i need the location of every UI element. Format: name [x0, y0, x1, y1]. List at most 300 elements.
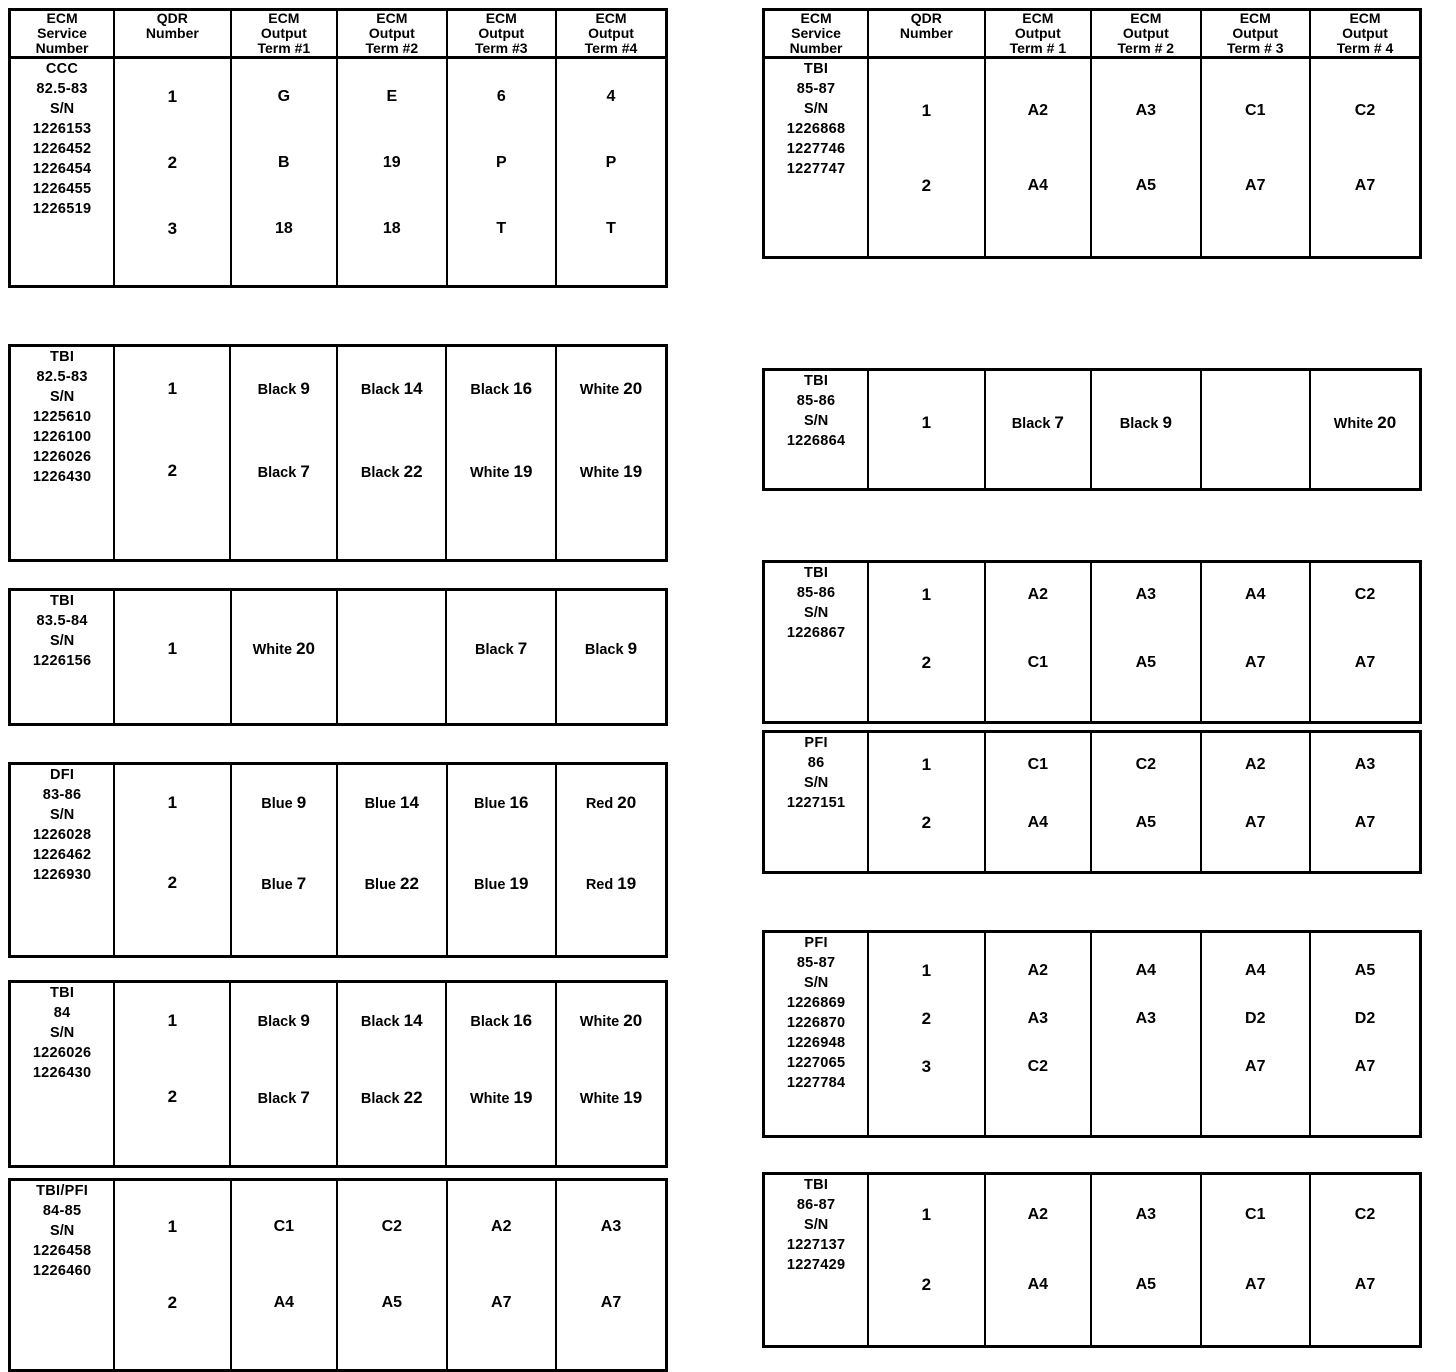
ecm-output-term-1-cell: [231, 1180, 337, 1371]
column-header: [10, 10, 115, 58]
terminal-value: A4: [273, 1294, 295, 1311]
serial-number-label: S/N: [50, 807, 75, 823]
ecm-service-number-cell: [10, 764, 115, 957]
column-header-line: Number: [145, 25, 199, 41]
terminal-value: Red 20: [585, 793, 637, 812]
column-header-line: Service: [37, 25, 87, 41]
ecm-output-term-4-cell: [1310, 932, 1420, 1137]
ecm-table-tbi-pfi-84-85: [8, 1178, 668, 1372]
terminal-value: Blue 19: [474, 874, 529, 893]
terminal-value: C1: [1027, 654, 1049, 671]
qdr-number: 1: [921, 413, 932, 432]
terminal-value: D2: [1354, 1010, 1376, 1027]
column-header: [1201, 10, 1310, 58]
ecm-output-term-2-cell: [337, 58, 446, 287]
ecm-output-term-1-cell: [231, 590, 338, 725]
service-type: TBI: [49, 349, 75, 365]
ecm-output-term-3-cell: [446, 346, 556, 561]
ecm-output-term-4-cell: [1310, 562, 1420, 723]
qdr-number-cell: [114, 346, 230, 561]
service-type: CCC: [45, 61, 79, 77]
serial-number: 1226460: [32, 1263, 92, 1279]
ecm-table-tbi-85-86-b: [762, 560, 1422, 724]
qdr-number: 2: [921, 1275, 932, 1294]
serial-number: 1226948: [786, 1035, 846, 1051]
serial-number: 1227746: [786, 141, 846, 157]
serial-number: 1227151: [786, 795, 846, 811]
table-row: [764, 370, 1421, 490]
terminal-value: Black 7: [1011, 413, 1064, 432]
terminal-value: A3: [1135, 1010, 1157, 1027]
table-row: [764, 58, 1421, 258]
terminal-value: White 19: [469, 462, 533, 481]
qdr-number-cell: [114, 764, 230, 957]
terminal-value: A3: [1135, 586, 1157, 603]
ecm-output-term-1-cell: [985, 932, 1091, 1137]
qdr-number: 3: [167, 219, 178, 238]
ecm-table: [762, 930, 1422, 1138]
qdr-number: 1: [167, 639, 178, 658]
terminal-value: C2: [1027, 1058, 1049, 1075]
service-years: 84: [53, 1005, 71, 1021]
column-header-line: Term # 1: [1009, 40, 1067, 56]
ecm-output-term-2-cell: [1091, 370, 1201, 490]
column-header-line: Output: [1014, 25, 1061, 41]
column-header-line: Output: [368, 25, 415, 41]
terminal-value: [338, 639, 445, 658]
serial-number: 1227137: [786, 1237, 846, 1253]
terminal-value: G: [277, 88, 291, 105]
column-header-line: ECM: [800, 10, 832, 26]
ecm-output-term-1-cell: [985, 732, 1091, 873]
terminal-value: A7: [491, 1294, 512, 1311]
qdr-number-cell: [114, 58, 230, 287]
qdr-number: 1: [167, 793, 178, 812]
column-header-line: Number: [789, 40, 843, 56]
ecm-output-term-4-cell: [1310, 732, 1420, 873]
qdr-number: 1: [921, 101, 932, 120]
column-header-line: Service: [791, 25, 841, 41]
ecm-output-term-3-cell: [1201, 732, 1310, 873]
terminal-value: Blue 14: [364, 793, 419, 812]
terminal-value: A2: [1027, 1206, 1049, 1223]
terminal-value: A2: [1027, 586, 1049, 603]
column-header-line: ECM: [1022, 10, 1054, 26]
terminal-value: Black 9: [257, 379, 310, 398]
serial-number-label: S/N: [50, 1223, 75, 1239]
serial-number: 1226452: [32, 141, 92, 157]
ecm-service-number-cell: [764, 732, 869, 873]
service-type: TBI/PFI: [36, 1183, 89, 1199]
terminal-value: Black 16: [470, 1011, 533, 1030]
serial-number: 1227784: [786, 1075, 846, 1091]
service-years: 83.5-84: [36, 613, 88, 629]
serial-number: 1226100: [32, 429, 92, 445]
ecm-output-term-1-cell: [985, 562, 1091, 723]
ecm-output-term-3-cell: [1201, 1174, 1310, 1347]
serial-number: 1226868: [786, 121, 846, 137]
column-header-line: Term #3: [474, 40, 528, 56]
qdr-number: 2: [921, 653, 932, 672]
terminal-value: A7: [1354, 177, 1376, 194]
qdr-number: 2: [167, 461, 178, 480]
terminal-value: Red 19: [585, 874, 637, 893]
terminal-value: White 20: [252, 639, 315, 658]
terminal-value: A7: [1245, 814, 1266, 831]
serial-number: 1226028: [32, 827, 92, 843]
serial-number: 1227747: [786, 161, 846, 177]
column-header-line: QDR: [156, 10, 188, 26]
serial-number: 1226430: [32, 469, 92, 485]
serial-number-label: S/N: [803, 101, 829, 117]
terminal-value: C2: [1354, 102, 1376, 119]
terminal-value: A5: [1135, 654, 1157, 671]
service-type: TBI: [803, 373, 829, 389]
terminal-value: A4: [1027, 814, 1049, 831]
terminal-value: Black 22: [360, 462, 423, 481]
ecm-output-term-3-cell: [446, 982, 556, 1167]
ecm-table: [762, 1172, 1422, 1348]
qdr-number: 1: [921, 585, 932, 604]
ecm-output-term-2-cell: [337, 764, 446, 957]
column-header-line: Term # 3: [1227, 40, 1284, 56]
table-header-row: [10, 10, 667, 58]
serial-number-label: S/N: [50, 633, 75, 649]
column-header: [447, 10, 556, 58]
ecm-output-term-4-cell: [556, 590, 667, 725]
terminal-value: A5: [381, 1294, 403, 1311]
terminal-value: A7: [1354, 1276, 1376, 1293]
serial-number: 1226462: [32, 847, 92, 863]
qdr-number: 1: [167, 379, 178, 398]
ecm-service-number-cell: [10, 346, 115, 561]
terminal-value: Black 14: [360, 379, 423, 398]
terminal-value: A2: [1027, 962, 1049, 979]
column-header-line: ECM: [595, 10, 627, 26]
ecm-output-term-3-cell: [1201, 370, 1310, 490]
column-header-line: ECM: [485, 10, 517, 26]
ecm-output-term-4-cell: [556, 346, 667, 561]
table-header-row: [764, 10, 1421, 58]
column-header: [114, 10, 230, 58]
qdr-number: 2: [167, 153, 178, 172]
column-header-line: ECM: [376, 10, 408, 26]
ecm-output-term-3-cell: [447, 1180, 556, 1371]
ecm-table-tbi-85-86-a: [762, 368, 1422, 491]
ecm-output-term-1-cell: [985, 58, 1091, 258]
ecm-service-number-cell: [764, 58, 869, 258]
ecm-table: [8, 1178, 668, 1372]
serial-number-label: S/N: [804, 605, 829, 621]
ecm-table: [8, 344, 668, 562]
column-header-line: ECM: [1130, 10, 1162, 26]
ecm-service-number-cell: [10, 982, 115, 1167]
ecm-table-ccc-82-5-83: [8, 8, 668, 288]
column-header-line: Output: [1342, 25, 1388, 41]
ecm-service-number-cell: [10, 1180, 115, 1371]
terminal-value: White 20: [1333, 413, 1397, 432]
serial-number-label: S/N: [804, 775, 829, 791]
ecm-output-term-2-cell: [1091, 562, 1200, 723]
terminal-value: Black 9: [584, 639, 638, 658]
table-row: [10, 346, 667, 561]
terminal-value: A2: [1027, 102, 1049, 119]
serial-number: 1226156: [32, 653, 92, 669]
terminal-value: C2: [1354, 586, 1376, 603]
qdr-number-cell: [868, 932, 984, 1137]
ecm-output-term-4-cell: [556, 58, 666, 287]
column-header: [868, 10, 984, 58]
terminal-value: P: [605, 154, 617, 171]
ecm-service-number-cell: [764, 370, 869, 490]
service-years: 86-87: [796, 1197, 836, 1213]
terminal-value: A4: [1027, 1276, 1049, 1293]
terminal-value: Blue 9: [261, 793, 307, 812]
serial-number: 1226026: [32, 449, 92, 465]
terminal-value: A3: [600, 1218, 622, 1235]
column-header-line: Term # 4: [1336, 40, 1394, 56]
ecm-table-tbi-86-87: [762, 1172, 1422, 1348]
ecm-output-term-1-cell: [231, 764, 338, 957]
qdr-number-cell: [868, 562, 984, 723]
terminal-value: A2: [1245, 756, 1266, 773]
column-header-line: ECM: [1239, 10, 1271, 26]
serial-number: 1226867: [786, 625, 846, 641]
ecm-output-term-2-cell: [337, 1180, 446, 1371]
ecm-output-term-1-cell: [985, 1174, 1091, 1347]
ecm-service-number-cell: [764, 1174, 869, 1347]
ecm-table-tbi-84: [8, 980, 668, 1168]
qdr-number: 1: [921, 755, 932, 774]
ecm-table: [8, 8, 668, 288]
service-years: 85-87: [796, 81, 836, 97]
ecm-output-term-3-cell: [1201, 932, 1310, 1137]
qdr-number: 2: [167, 873, 178, 892]
serial-number: 1226864: [786, 433, 846, 449]
serial-number-label: S/N: [804, 975, 829, 991]
ecm-output-term-4-cell: [556, 764, 667, 957]
serial-number: 1226454: [32, 161, 92, 177]
ecm-output-term-3-cell: [447, 764, 556, 957]
terminal-value: A7: [1354, 814, 1376, 831]
qdr-number-cell: [868, 1174, 984, 1347]
terminal-value: T: [606, 220, 616, 237]
table-row: [10, 982, 667, 1167]
terminal-value: C1: [1245, 1206, 1266, 1223]
service-years: 85-86: [796, 585, 836, 601]
column-header-line: Output: [588, 25, 634, 41]
terminal-value: 18: [274, 220, 293, 237]
serial-number: 1226026: [32, 1045, 92, 1061]
qdr-number: 1: [167, 87, 178, 106]
terminal-value: Black 9: [1119, 413, 1172, 432]
terminal-value: White 20: [579, 1011, 643, 1030]
ecm-table-dfi-83-86: [8, 762, 668, 958]
table-row: [10, 58, 667, 287]
column-header-line: ECM: [1349, 10, 1381, 26]
terminal-value: E: [386, 88, 398, 105]
terminal-value: 19: [382, 154, 401, 171]
terminal-value: Blue 16: [474, 793, 529, 812]
ecm-service-number-cell: [10, 590, 115, 725]
serial-number: 1226519: [32, 201, 92, 217]
terminal-value: White 19: [579, 462, 643, 481]
qdr-number: 1: [921, 1205, 932, 1224]
column-header: [337, 10, 446, 58]
ecm-output-term-1-cell: [230, 982, 337, 1167]
service-type: TBI: [49, 985, 75, 1001]
terminal-value: C2: [381, 1218, 403, 1235]
ecm-output-term-2-cell: [337, 982, 447, 1167]
serial-number: 1226458: [32, 1243, 92, 1259]
qdr-number: 1: [921, 961, 932, 980]
column-header-line: Output: [260, 25, 307, 41]
qdr-number: 2: [921, 813, 932, 832]
column-header: [1310, 10, 1420, 58]
terminal-value: 18: [382, 220, 401, 237]
ecm-output-term-3-cell: [1201, 58, 1310, 258]
serial-number-label: S/N: [49, 101, 75, 117]
serial-number: 1225610: [32, 409, 92, 425]
terminal-value: C2: [1354, 1206, 1376, 1223]
serial-number-label: S/N: [50, 1025, 75, 1041]
terminal-value: A4: [1245, 962, 1266, 979]
terminal-value: Black 14: [360, 1011, 423, 1030]
terminal-value: [1202, 413, 1309, 432]
qdr-number-cell: [114, 590, 230, 725]
ecm-output-term-2-cell: [337, 346, 447, 561]
service-years: 83-86: [42, 787, 82, 803]
table-row: [764, 732, 1421, 873]
service-years: 84-85: [42, 1203, 82, 1219]
serial-number-label: S/N: [804, 413, 829, 429]
terminal-value: [1092, 1057, 1199, 1076]
ecm-service-number-cell: [764, 562, 869, 723]
terminal-value: C2: [1135, 756, 1157, 773]
terminal-value: A7: [1245, 177, 1266, 194]
terminal-value: A7: [1245, 1276, 1266, 1293]
ecm-table-tbi-82-5-83: [8, 344, 668, 562]
ecm-output-term-2-cell: [1091, 1174, 1200, 1347]
ecm-table: [8, 762, 668, 958]
terminal-value: White 19: [579, 1088, 643, 1107]
service-type: TBI: [49, 593, 75, 609]
ecm-table: [8, 588, 668, 726]
service-type: TBI: [803, 1177, 829, 1193]
serial-number: 1227429: [786, 1257, 846, 1273]
column-header-line: QDR: [910, 10, 942, 26]
column-header: [1091, 10, 1200, 58]
serial-number-label: S/N: [50, 389, 75, 405]
terminal-value: A3: [1135, 102, 1157, 119]
qdr-number: 3: [921, 1057, 932, 1076]
terminal-value: Black 7: [475, 639, 528, 658]
table-row: [764, 562, 1421, 723]
ecm-output-term-1-cell: [230, 346, 337, 561]
column-header-line: Term #1: [257, 40, 311, 56]
terminal-value: Black 9: [257, 1011, 310, 1030]
terminal-value: A7: [600, 1294, 622, 1311]
ecm-output-term-4-cell: [1310, 370, 1421, 490]
ecm-output-term-4-cell: [556, 982, 667, 1167]
terminal-value: C1: [1027, 756, 1049, 773]
serial-number: 1227065: [786, 1055, 846, 1071]
ecm-service-number-cell: [764, 932, 869, 1137]
service-years: 82.5-83: [36, 369, 88, 385]
terminal-value: Black 22: [360, 1088, 423, 1107]
ecm-output-term-3-cell: [1201, 562, 1310, 723]
ecm-service-number-cell: [10, 58, 115, 287]
column-header: [764, 10, 869, 58]
terminal-value: T: [496, 220, 507, 237]
terminal-value: Black 16: [470, 379, 533, 398]
column-header-line: Term # 2: [1117, 40, 1175, 56]
qdr-number-cell: [114, 1180, 230, 1371]
terminal-value: C1: [1245, 102, 1266, 119]
terminal-value: P: [495, 154, 507, 171]
terminal-value: B: [278, 154, 290, 171]
service-type: DFI: [49, 767, 75, 783]
terminal-value: A3: [1135, 1206, 1157, 1223]
terminal-value: A5: [1135, 177, 1157, 194]
serial-number: 1226430: [32, 1065, 92, 1081]
terminal-value: White 19: [469, 1088, 533, 1107]
column-header-line: Term #4: [584, 40, 638, 56]
terminal-value: D2: [1245, 1010, 1266, 1027]
ecm-table: [762, 368, 1422, 491]
ecm-output-term-4-cell: [1310, 58, 1420, 258]
ecm-table: [8, 980, 668, 1168]
serial-number-label: S/N: [804, 1217, 829, 1233]
column-header-line: Output: [1122, 25, 1169, 41]
qdr-number: 2: [921, 176, 932, 195]
qdr-number-cell: [868, 370, 984, 490]
ecm-output-term-2-cell: [1091, 732, 1200, 873]
ecm-table-pfi-86: [762, 730, 1422, 874]
ecm-output-term-4-cell: [1310, 1174, 1420, 1347]
terminal-value: 4: [606, 88, 616, 105]
terminal-value: 6: [496, 88, 506, 105]
column-header-line: Term #2: [365, 40, 419, 56]
terminal-value: Black 7: [257, 1088, 310, 1107]
terminal-value: A4: [1027, 177, 1049, 194]
column-header: [556, 10, 666, 58]
terminal-value: A5: [1135, 814, 1157, 831]
terminal-value: White 20: [579, 379, 643, 398]
service-years: 82.5-83: [36, 81, 88, 97]
serial-number: 1226869: [786, 995, 846, 1011]
terminal-value: Blue 22: [364, 874, 419, 893]
qdr-number: 2: [167, 1087, 178, 1106]
column-header-line: ECM: [46, 10, 78, 26]
qdr-number: 1: [167, 1217, 178, 1236]
qdr-number-cell: [114, 982, 230, 1167]
service-years: 85-86: [796, 393, 836, 409]
ecm-output-term-3-cell: [446, 590, 556, 725]
terminal-value: A7: [1354, 654, 1376, 671]
ecm-output-term-4-cell: [556, 1180, 666, 1371]
terminal-value: Blue 7: [261, 874, 307, 893]
terminal-value: A4: [1135, 962, 1157, 979]
table-row: [10, 1180, 667, 1371]
column-header: [985, 10, 1091, 58]
service-years: 86: [807, 755, 825, 771]
terminal-value: A3: [1354, 756, 1376, 773]
terminal-value: A3: [1027, 1010, 1049, 1027]
qdr-number-cell: [868, 732, 984, 873]
serial-number: 1226153: [32, 121, 92, 137]
terminal-value: Black 7: [257, 462, 310, 481]
